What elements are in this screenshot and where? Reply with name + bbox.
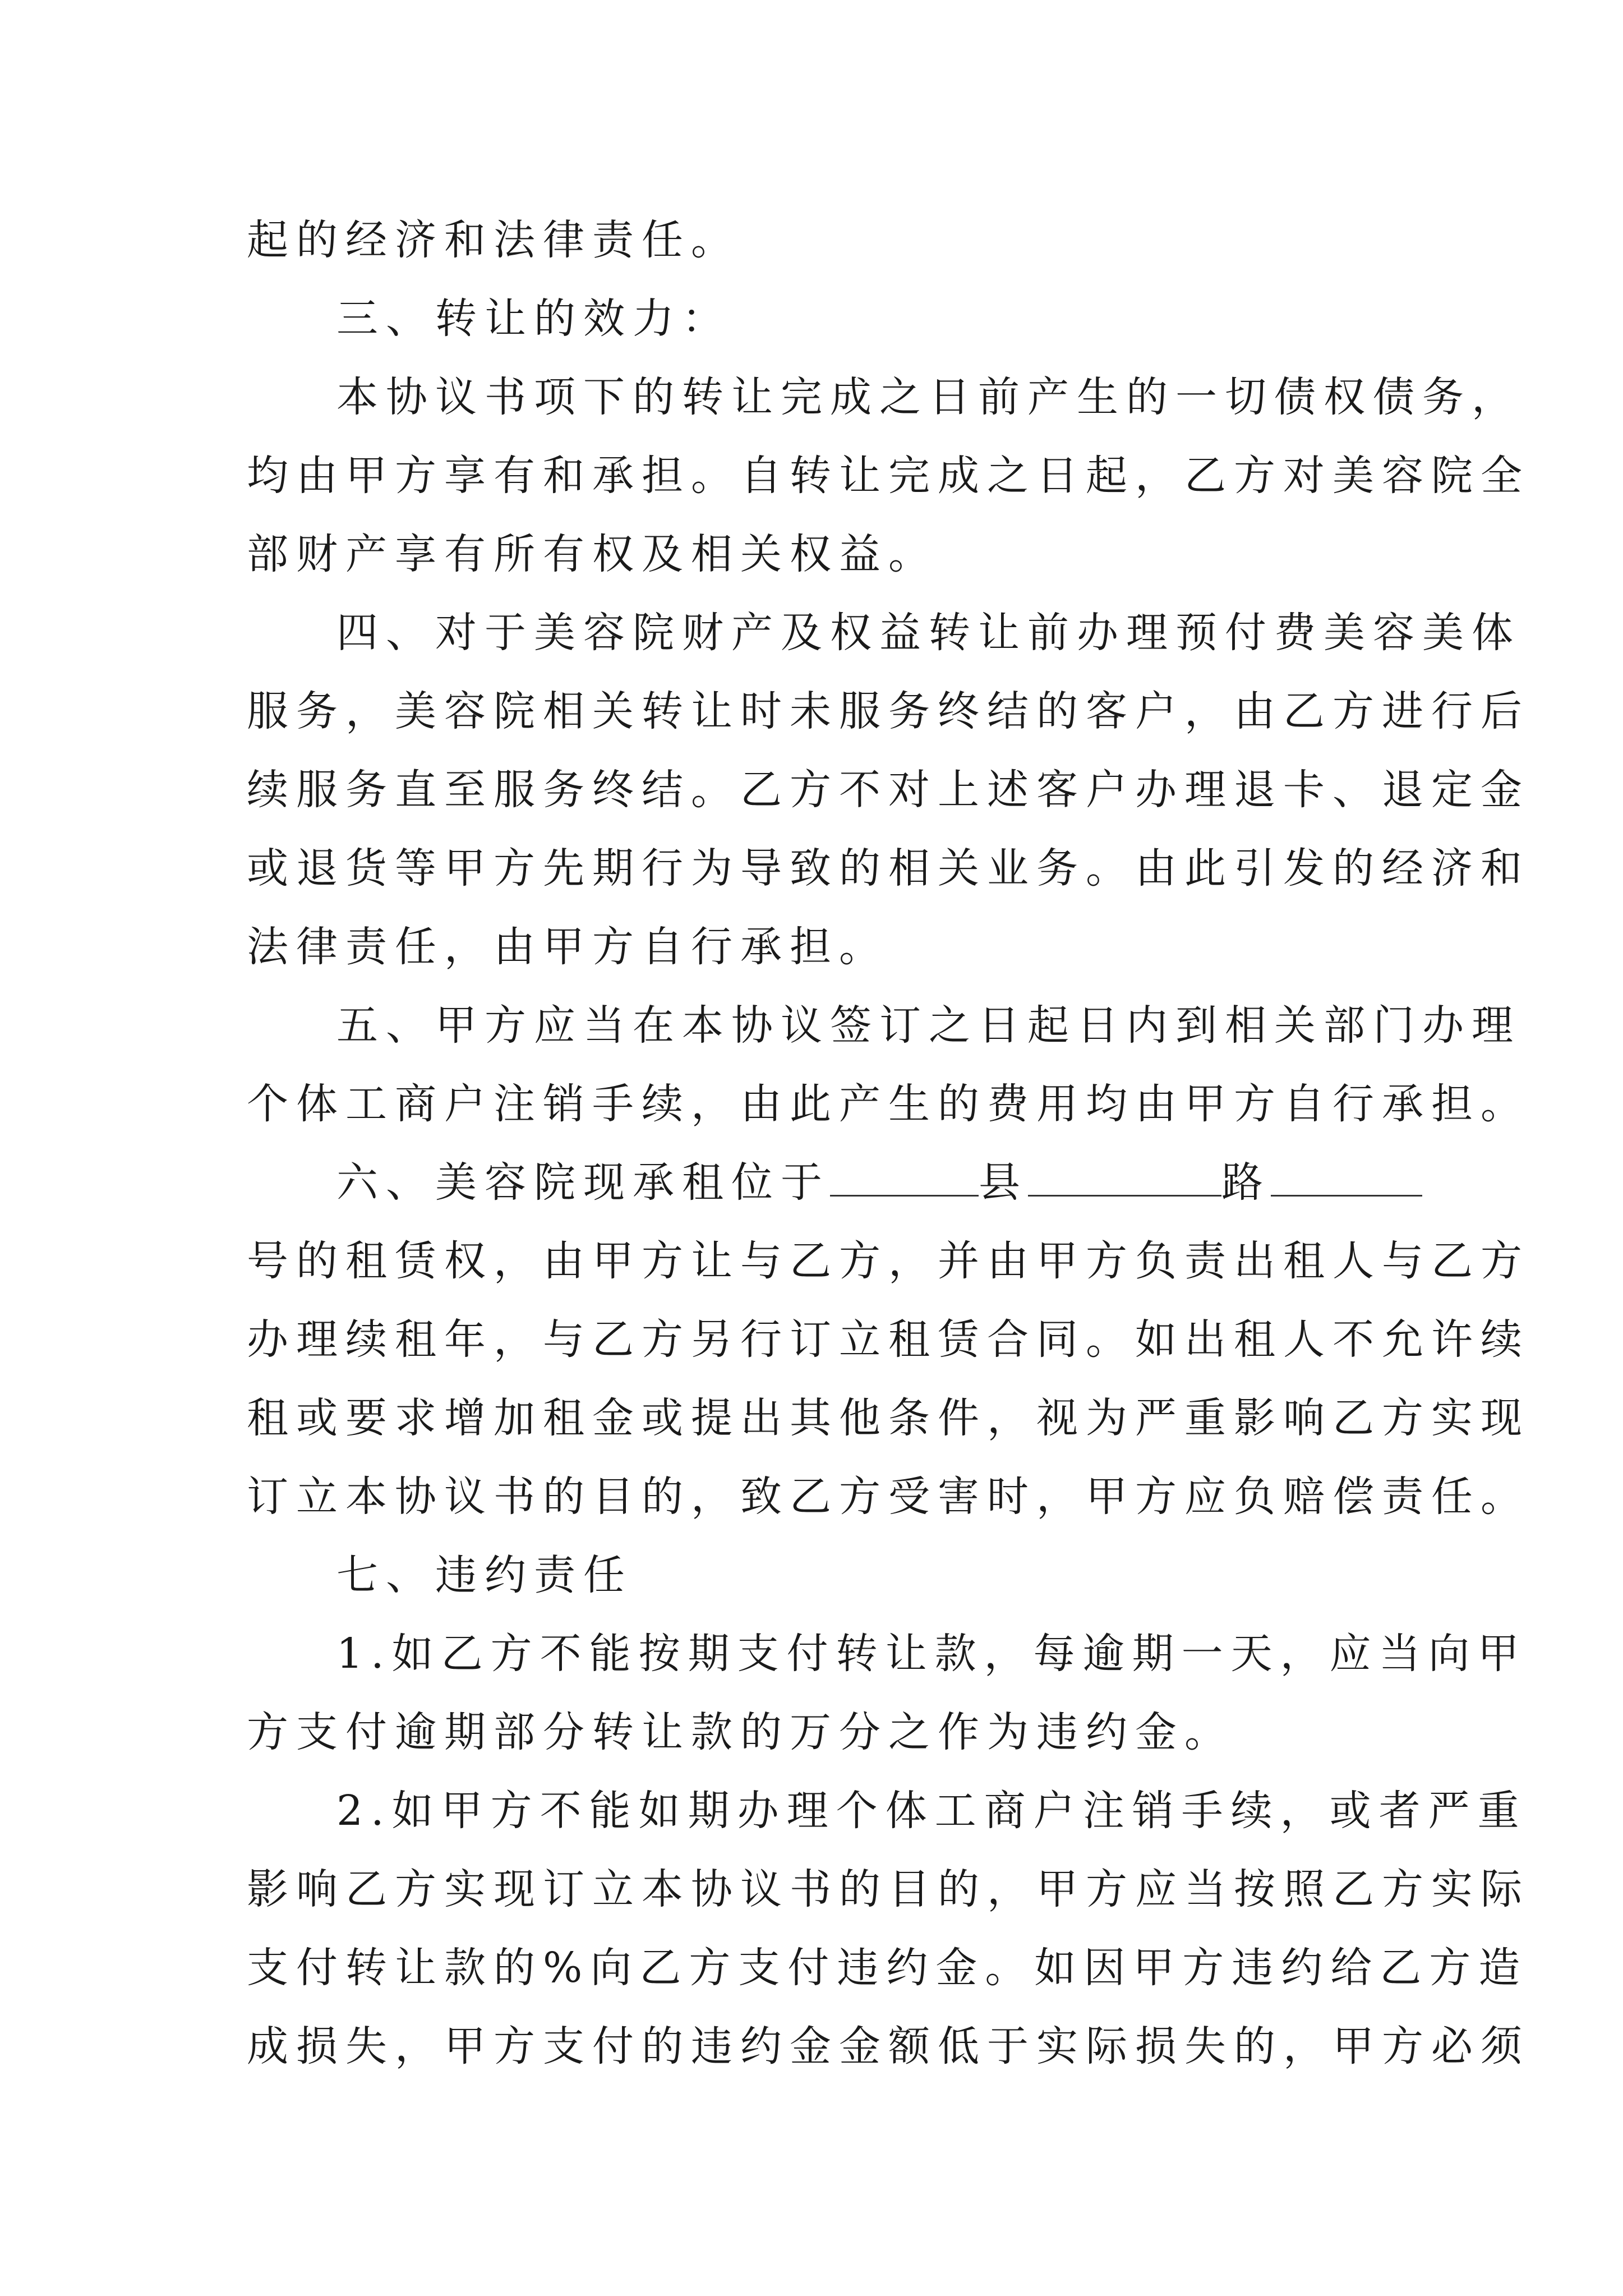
text-line-11: 五、甲方应当在本协议签订之日起日内到相关部门办理	[336, 1001, 1521, 1050]
text-line-24: 成损失，甲方支付的违约金金额低于实际损失的，甲方必须	[247, 2022, 1530, 2070]
heading-section-7: 七、违约责任	[336, 1551, 633, 1599]
text-line-21: 2.如甲方不能如期办理个体工商户注销手续，或者严重	[336, 1787, 1527, 1835]
lease-line	[336, 1151, 1422, 1214]
text-line-6: 四、对于美容院财产及权益转让前办理预付费美容美体	[336, 609, 1521, 657]
text-line-7: 服务，美容院相关转让时未服务终结的客户，由乙方进行后	[247, 687, 1530, 735]
text-line-4: 均由甲方享有和承担。自转让完成之日起，乙方对美容院全	[247, 452, 1530, 500]
text-line-5: 部财产享有所有权及相关权益。	[247, 530, 938, 578]
text-line-3: 本协议书项下的转让完成之日前产生的一切债权债务，	[336, 373, 1521, 421]
county-label: 县	[979, 1158, 1028, 1207]
text-line-1: 起的经济和法律责任。	[247, 216, 740, 264]
road-blank	[1028, 1156, 1221, 1197]
text-line-15: 办理续租年，与乙方另行订立租赁合同。如出租人不允许续	[247, 1315, 1530, 1364]
text-line-17: 订立本协议书的目的，致乙方受害时，甲方应负赔偿责任。	[247, 1473, 1530, 1521]
county-blank	[830, 1156, 979, 1197]
text-line-22: 影响乙方实现订立本协议书的目的，甲方应当按照乙方实际	[247, 1865, 1530, 1913]
text-line-23: 支付转让款的%向乙方支付违约金。如因甲方违约给乙方造	[247, 1944, 1528, 1992]
text-line-9: 或退货等甲方先期行为导致的相关业务。由此引发的经济和	[247, 844, 1530, 892]
text-line-16: 租或要求增加租金或提出其他条件，视为严重影响乙方实现	[247, 1394, 1530, 1442]
road-label: 路	[1221, 1158, 1271, 1207]
text-line-19: 1.如乙方不能按期支付转让款，每逾期一天，应当向甲	[336, 1630, 1527, 1678]
text-line-20: 方支付逾期部分转让款的万分之作为违约金。	[247, 1708, 1234, 1756]
lease-prefix: 六、美容院现承租位于	[336, 1158, 830, 1207]
heading-section-3: 三、转让的效力：	[336, 295, 731, 343]
text-line-12: 个体工商户注销手续，由此产生的费用均由甲方自行承担。	[247, 1080, 1530, 1128]
text-line-14: 号的租赁权，由甲方让与乙方，并由甲方负责出租人与乙方	[247, 1237, 1530, 1285]
number-blank	[1271, 1156, 1422, 1197]
text-line-10: 法律责任，由甲方自行承担。	[247, 923, 888, 971]
text-line-8: 续服务直至服务终结。乙方不对上述客户办理退卡、退定金	[247, 766, 1530, 814]
